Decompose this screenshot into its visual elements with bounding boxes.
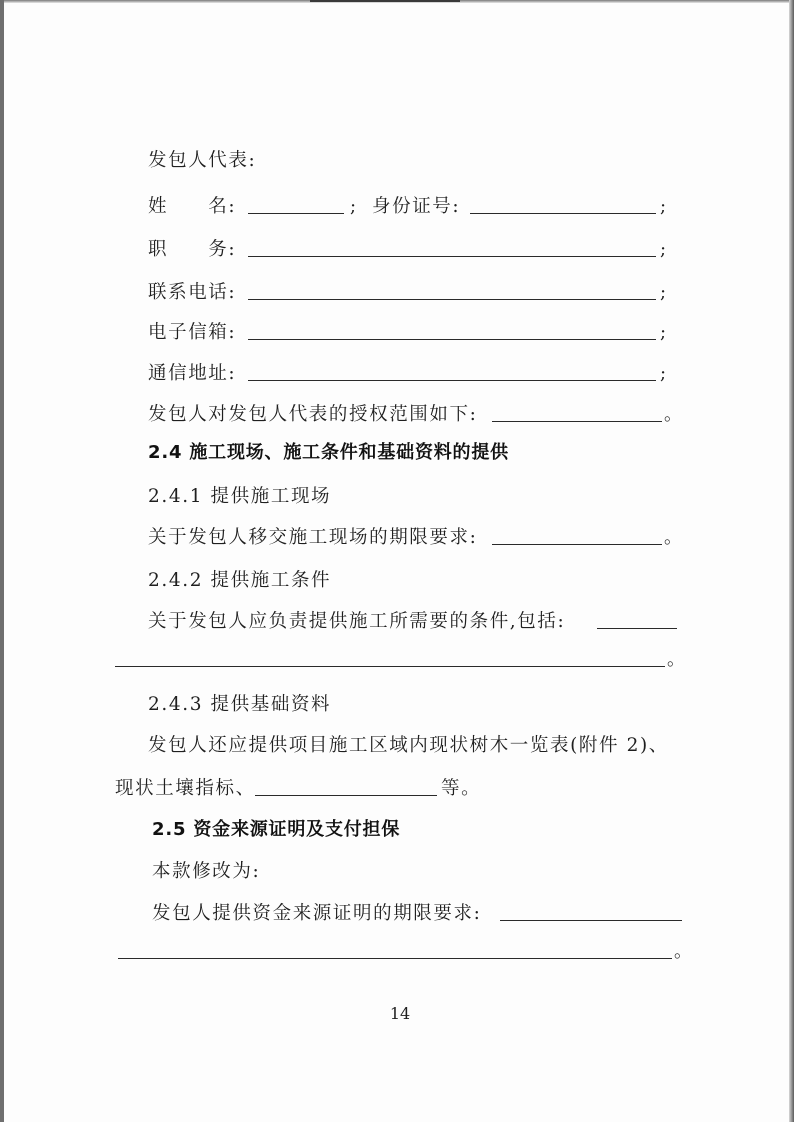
name-semicolon: ; [350, 196, 357, 217]
address-blank[interactable] [248, 380, 656, 381]
conditions-period: 。 [667, 649, 685, 670]
etc-text: 等。 [441, 778, 482, 799]
fund-proof-blank-2[interactable] [118, 958, 672, 959]
address-semicolon: ; [660, 363, 667, 384]
section-2-4-1-heading: 2.4.1 提供施工现场 [148, 486, 332, 507]
basic-data-text: 发包人还应提供项目施工区域内现状树木一览表(附件 2)、 [148, 735, 669, 756]
email-semicolon: ; [660, 322, 667, 343]
soil-blank[interactable] [255, 795, 437, 796]
site-handover-period: 。 [664, 527, 682, 548]
authority-period: 。 [664, 404, 682, 425]
rep-title: 发包人代表: [148, 150, 257, 171]
phone-label: 联系电话: [148, 282, 237, 303]
conditions-blank-2[interactable] [115, 666, 665, 667]
soil-text: 现状土壤指标、 [115, 778, 256, 799]
position-label: 职 务: [148, 239, 237, 260]
position-semicolon: ; [660, 239, 667, 260]
address-label: 通信地址: [148, 363, 237, 384]
fund-proof-period: 。 [674, 941, 692, 962]
section-2-5-heading: 2.5 资金来源证明及支付担保 [152, 819, 401, 840]
phone-semicolon: ; [660, 282, 667, 303]
name-blank[interactable] [248, 213, 344, 214]
conditions-text: 关于发包人应负责提供施工所需要的条件,包括: [148, 611, 566, 632]
id-blank[interactable] [470, 213, 656, 214]
scan-edge-top-shadow [310, 0, 460, 2]
id-label: 身份证号: [372, 196, 461, 217]
section-2-4-3-heading: 2.4.3 提供基础资料 [148, 694, 332, 715]
authority-text: 发包人对发包人代表的授权范围如下: [148, 404, 478, 425]
name-label: 姓 名: [148, 196, 237, 217]
scan-edge-right [789, 0, 794, 1122]
section-2-4-2-heading: 2.4.2 提供施工条件 [148, 570, 332, 591]
phone-blank[interactable] [248, 299, 656, 300]
fund-proof-text: 发包人提供资金来源证明的期限要求: [152, 903, 482, 924]
page-number: 14 [389, 1004, 411, 1023]
email-blank[interactable] [248, 339, 656, 340]
id-semicolon: ; [660, 196, 667, 217]
scan-edge-left [0, 0, 4, 1122]
section-2-4-heading: 2.4 施工现场、施工条件和基础资料的提供 [148, 442, 509, 463]
authority-blank[interactable] [492, 421, 662, 422]
position-blank[interactable] [248, 256, 656, 257]
conditions-blank-1[interactable] [597, 628, 677, 629]
site-handover-text: 关于发包人移交施工现场的期限要求: [148, 527, 478, 548]
fund-proof-blank-1[interactable] [500, 920, 682, 921]
email-label: 电子信箱: [148, 322, 237, 343]
amend-text: 本款修改为: [152, 861, 261, 882]
site-handover-blank[interactable] [492, 544, 662, 545]
